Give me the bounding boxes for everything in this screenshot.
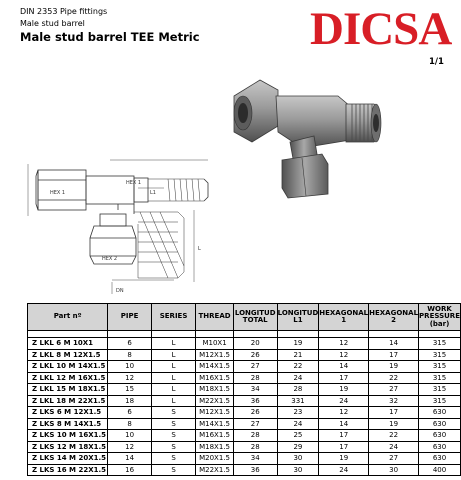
table-cell: 19: [369, 418, 419, 430]
table-cell: 36: [233, 464, 277, 476]
table-cell: 8: [108, 349, 152, 361]
table-cell: 315: [419, 372, 461, 384]
table-cell: 10: [108, 430, 152, 442]
table-cell: 27: [233, 418, 277, 430]
table-cell: S: [151, 464, 195, 476]
spacer-cell: [419, 331, 461, 338]
table-cell: M14X1.5: [196, 418, 234, 430]
spacer-cell: [233, 331, 277, 338]
part-number-cell: Z LKS 6 M 12X1.5: [28, 407, 108, 419]
table-cell: 315: [419, 395, 461, 407]
table-cell: 14: [108, 453, 152, 465]
table-cell: 630: [419, 453, 461, 465]
table-cell: 630: [419, 418, 461, 430]
table-cell: 17: [369, 407, 419, 419]
spacer-cell: [151, 331, 195, 338]
table-cell: M22X1.5: [196, 395, 234, 407]
table-cell: 24: [369, 441, 419, 453]
table-cell: 19: [369, 361, 419, 373]
part-number-cell: Z LKS 8 M 14X1.5: [28, 418, 108, 430]
table-row: [28, 430, 461, 442]
table-cell: 630: [419, 441, 461, 453]
table-cell: 15: [108, 384, 152, 396]
length-label: L: [198, 246, 201, 252]
hex2-label: HEX 2: [102, 256, 118, 262]
table-row: [28, 384, 461, 396]
table-row: [28, 372, 461, 384]
fitting-render-image: [218, 70, 388, 200]
table-cell: 25: [277, 430, 319, 442]
table-cell: M18X1.5: [196, 384, 234, 396]
table-cell: 19: [277, 338, 319, 350]
table-cell: 27: [369, 384, 419, 396]
table-cell: 8: [108, 418, 152, 430]
table-cell: L: [151, 361, 195, 373]
brand-logo: DICSA: [310, 3, 452, 55]
table-cell: 22: [277, 361, 319, 373]
table-cell: 400: [419, 464, 461, 476]
table-cell: 36: [233, 395, 277, 407]
table-cell: 24: [319, 464, 369, 476]
table-cell: L: [151, 395, 195, 407]
table-row: [28, 407, 461, 419]
table-cell: 17: [319, 430, 369, 442]
table-cell: 17: [319, 441, 369, 453]
part-number-cell: Z LKL 10 M 14X1.5: [28, 361, 108, 373]
table-cell: 14: [319, 361, 369, 373]
length-l1-label: L1: [150, 190, 156, 196]
part-number-cell: Z LKL 18 M 22X1.5: [28, 395, 108, 407]
column-header: WORK PRESSURE (bar): [419, 304, 461, 331]
column-header: PIPE: [108, 304, 152, 331]
table-cell: 22: [369, 430, 419, 442]
table-cell: 24: [277, 372, 319, 384]
table-cell: 14: [319, 418, 369, 430]
spacer-cell: [277, 331, 319, 338]
column-header: Part nº: [28, 304, 108, 331]
table-cell: 6: [108, 338, 152, 350]
table-cell: 20: [233, 338, 277, 350]
table-cell: L: [151, 349, 195, 361]
technical-drawing: [18, 154, 218, 296]
spacer-cell: [108, 331, 152, 338]
table-cell: 14: [369, 338, 419, 350]
table-cell: 34: [233, 384, 277, 396]
table-cell: M10X1: [196, 338, 234, 350]
table-header-row: [28, 304, 461, 331]
specifications-table: [27, 303, 461, 476]
table-cell: M16X1.5: [196, 430, 234, 442]
part-number-cell: Z LKL 12 M 16X1.5: [28, 372, 108, 384]
spacer-cell: [319, 331, 369, 338]
part-number-cell: Z LKL 15 M 18X1.5: [28, 384, 108, 396]
doc-category: DIN 2353 Pipe fittings: [20, 7, 108, 16]
column-header: LONGITUD TOTAL: [233, 304, 277, 331]
table-cell: 29: [277, 441, 319, 453]
column-header: SERIES: [151, 304, 195, 331]
table-cell: M12X1.5: [196, 349, 234, 361]
table-cell: 27: [369, 453, 419, 465]
table-cell: L: [151, 372, 195, 384]
table-cell: 12: [319, 338, 369, 350]
part-number-cell: Z LKS 16 M 22X1.5: [28, 464, 108, 476]
part-number-cell: Z LKL 6 M 10X1: [28, 338, 108, 350]
table-cell: M16X1.5: [196, 372, 234, 384]
hex1-label-2: HEX 1: [126, 180, 142, 186]
table-cell: 28: [233, 441, 277, 453]
table-row: [28, 441, 461, 453]
column-header: LONGITUD L1: [277, 304, 319, 331]
table-cell: S: [151, 453, 195, 465]
table-cell: 315: [419, 338, 461, 350]
table-cell: 16: [108, 464, 152, 476]
table-cell: 17: [319, 372, 369, 384]
table-row: [28, 464, 461, 476]
hex1-label: HEX 1: [50, 190, 66, 196]
table-cell: 34: [233, 453, 277, 465]
table-cell: M22X1.5: [196, 464, 234, 476]
column-header: HEXAGONAL 2: [369, 304, 419, 331]
table-cell: 23: [277, 407, 319, 419]
table-cell: 27: [233, 361, 277, 373]
table-cell: 12: [108, 441, 152, 453]
table-row: [28, 349, 461, 361]
table-cell: 24: [277, 418, 319, 430]
table-cell: M12X1.5: [196, 407, 234, 419]
table-cell: L: [151, 338, 195, 350]
table-cell: 30: [369, 464, 419, 476]
table-row: [28, 453, 461, 465]
table-cell: 19: [319, 453, 369, 465]
table-cell: 17: [369, 349, 419, 361]
table-spacer-row: [28, 331, 461, 338]
table-cell: 24: [319, 395, 369, 407]
table-cell: 12: [319, 407, 369, 419]
part-number-cell: Z LKS 14 M 20X1.5: [28, 453, 108, 465]
table-cell: 28: [277, 384, 319, 396]
table-cell: 19: [319, 384, 369, 396]
table-cell: M18X1.5: [196, 441, 234, 453]
table-cell: 30: [277, 453, 319, 465]
table-cell: 315: [419, 361, 461, 373]
dn-label: DN: [116, 288, 124, 294]
table-row: [28, 418, 461, 430]
table-cell: S: [151, 441, 195, 453]
table-cell: 331: [277, 395, 319, 407]
table-cell: 22: [369, 372, 419, 384]
table-cell: 12: [108, 372, 152, 384]
page-number: 1/1: [429, 57, 444, 67]
table-cell: 28: [233, 430, 277, 442]
table-cell: 10: [108, 361, 152, 373]
table-cell: 630: [419, 430, 461, 442]
table-cell: 315: [419, 384, 461, 396]
table-cell: 18: [108, 395, 152, 407]
spacer-cell: [28, 331, 108, 338]
table-cell: M20X1.5: [196, 453, 234, 465]
column-header: THREAD: [196, 304, 234, 331]
table-cell: 32: [369, 395, 419, 407]
table-cell: 28: [233, 372, 277, 384]
spacer-cell: [369, 331, 419, 338]
table-cell: S: [151, 418, 195, 430]
table-row: [28, 361, 461, 373]
doc-subcategory: Male stud barrel: [20, 19, 85, 28]
table-cell: 12: [319, 349, 369, 361]
table-cell: M14X1.5: [196, 361, 234, 373]
table-cell: 30: [277, 464, 319, 476]
part-number-cell: Z LKL 8 M 12X1.5: [28, 349, 108, 361]
page-title: Male stud barrel TEE Metric: [20, 30, 200, 44]
table-cell: L: [151, 384, 195, 396]
table-cell: 630: [419, 407, 461, 419]
table-cell: 315: [419, 349, 461, 361]
table-cell: 26: [233, 407, 277, 419]
part-number-cell: Z LKS 10 M 16X1.5: [28, 430, 108, 442]
table-row: [28, 338, 461, 350]
table-cell: 6: [108, 407, 152, 419]
spacer-cell: [196, 331, 234, 338]
table-row: [28, 395, 461, 407]
table-cell: S: [151, 407, 195, 419]
table-cell: 26: [233, 349, 277, 361]
table-cell: 21: [277, 349, 319, 361]
table-cell: S: [151, 430, 195, 442]
part-number-cell: Z LKS 12 M 18X1.5: [28, 441, 108, 453]
column-header: HEXAGONAL 1: [319, 304, 369, 331]
